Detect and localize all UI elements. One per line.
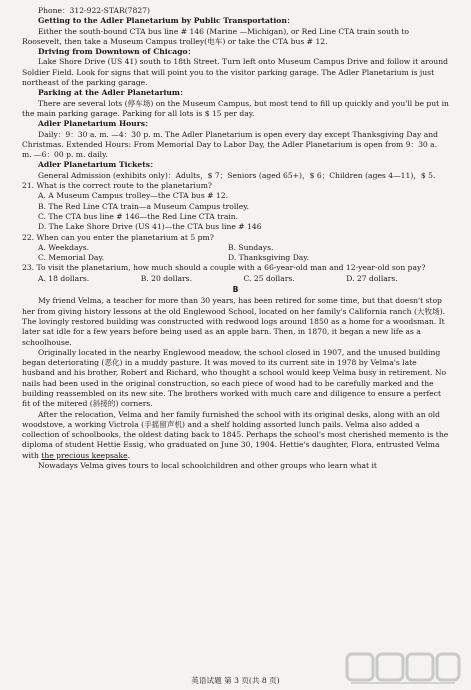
question-21-option-d: D. The Lake Shore Drive (US 41)—the CTA bus line # 146 xyxy=(38,222,262,232)
question-22-option-b: B. Sundays. xyxy=(228,242,274,252)
paragraph-driving: Lake Shore Drive (US 41) south to 18th Street. Turn left onto Museum Campus Drive and follow it around Soldier Field. Look for signs that will point you to the visitor parking garage. The Adler Planetarium is just northeast of the parking garage. xyxy=(22,57,448,88)
question-23: 23. To visit the planetarium, how much should a couple with a 66-year-old man and 12-year-old son pay? xyxy=(22,263,426,273)
question-22-option-a: A. Weekdays. xyxy=(38,242,90,252)
question-22-options-row-2 xyxy=(22,253,449,263)
page-footer: 英语试题 第 3 页(共 8 页) xyxy=(191,675,280,685)
underlined-keepsake: the precious keepsake xyxy=(41,450,128,460)
heading-tickets: Adler Planetarium Tickets： xyxy=(38,160,158,170)
question-22-option-c: C. Memorial Day. xyxy=(38,253,105,263)
paragraph-tickets: General Admission (exhibits only)：Adults，$ 7；Seniors (aged 65+)，$ 6；Children (ages 4—11)，$ 5. xyxy=(38,170,436,180)
question-23-option-a: A. 18 dollars. xyxy=(38,273,90,283)
passage-b-paragraph-1: My friend Velma, a teacher for more than 30 years, has been retired for some time, but that doesn't stop her from giving history lessons at the old Englewood School, located on her family's California ranch (大牧场). The lovingly restored building was constructed with redwood logs around 1850 as a home for a woodsman. It later sat idle for a few years before being used as an apple barn. Then, in 1870, it began a new life as a schoolhouse. xyxy=(22,296,446,347)
question-23-option-d: D. 27 dollars. xyxy=(346,273,398,283)
heading-public-transport: Getting to the Adler Planetarium by Public Transportation： xyxy=(38,16,295,26)
question-21-option-b: B. The Red Line CTA train—a Museum Campus trolley. xyxy=(38,201,249,211)
question-22-option-d: D. Thanksgiving Day. xyxy=(228,253,310,263)
question-22: 22. When can you enter the planetarium at 5 pm? xyxy=(22,232,214,242)
question-23-options xyxy=(22,274,449,284)
passage-b-paragraph-4: Nowadays Velma gives tours to local schoolchildren and other groups who learn what it xyxy=(38,461,377,471)
heading-driving: Driving from Downtown of Chicago： xyxy=(38,47,196,57)
heading-parking: Parking at the Adler Planetarium： xyxy=(38,88,188,98)
question-22-options-row-1 xyxy=(22,243,449,253)
passage-b-paragraph-3-end: . xyxy=(127,450,130,460)
section-b-heading: B xyxy=(232,285,239,295)
heading-hours: Adler Planetarium Hours： xyxy=(38,119,153,129)
question-21: 21. What is the correct route to the planetarium? xyxy=(22,181,213,191)
passage-b-paragraph-2: Originally located in the nearby Englewood meadow, the school closed in 1907, and the unused building began deteriorating (恶化) in a muddy pasture. It was moved to its current site in 1978 by Velma's late husband and his brother, Robert and Richard, who thought a school would keep Velma busy in retirement. No nails had been used in the original construction, so each piece of wood had to be carefully marked and the building reassembled on its new site. The brothers worked with much care and diligence to ensure a perfect fit of the mitered (斜接的) corners. xyxy=(22,347,447,409)
question-21-option-a: A. A Museum Campus trolley—the CTA bus # 12. xyxy=(38,191,228,201)
watermark-logo-icon xyxy=(343,650,463,688)
paragraph-hours: Daily：9：30 a. m. —4：30 p. m. The Adler Planetarium is open every day except Thanksgiving Day and Christmas. Extended Hours: From Memorial Day to Labor Day, the Adler Planetarium is open from 9：30 a. m. —6：00 p. m. daily. xyxy=(22,129,438,160)
passage-b-paragraph-3 xyxy=(22,410,449,461)
phone-line: Phone：312-922-STAR(7827) xyxy=(38,6,150,15)
question-23-option-c: C. 25 dollars. xyxy=(243,273,295,283)
question-23-option-b: B. 20 dollars. xyxy=(140,273,192,283)
question-21-option-c: C. The CTA bus line # 146—the Red Line CTA train. xyxy=(38,211,239,221)
passage-b-paragraph-3-main: After the relocation, Velma and her family furnished the school with its original desks, along with an old woodstove, a working Victrola (手摇留声机) and a shelf holding assorted lunch pails. Velma also added a collection of schoolbooks, the oldest dating back to 1845. Perhaps the school's most cherished memento is the diploma of student Hettie Essig, who graduated on June 30, 1904. Hettie's daughter, Flora, entrusted Velma with xyxy=(22,409,449,460)
paragraph-parking: There are several lots (停车场) on the Museum Campus, but most tend to fill up quickly and you'll be put in the main parking garage. Parking for all lots is $ 15 per day. xyxy=(22,98,449,118)
paragraph-public-transport: Either the south-bound CTA bus line # 146 (Marine —Michigan), or Red Line CTA train south to Roosevelt, then take a Museum Campus trolley(电车) or take the CTA bus # 12. xyxy=(22,26,409,46)
